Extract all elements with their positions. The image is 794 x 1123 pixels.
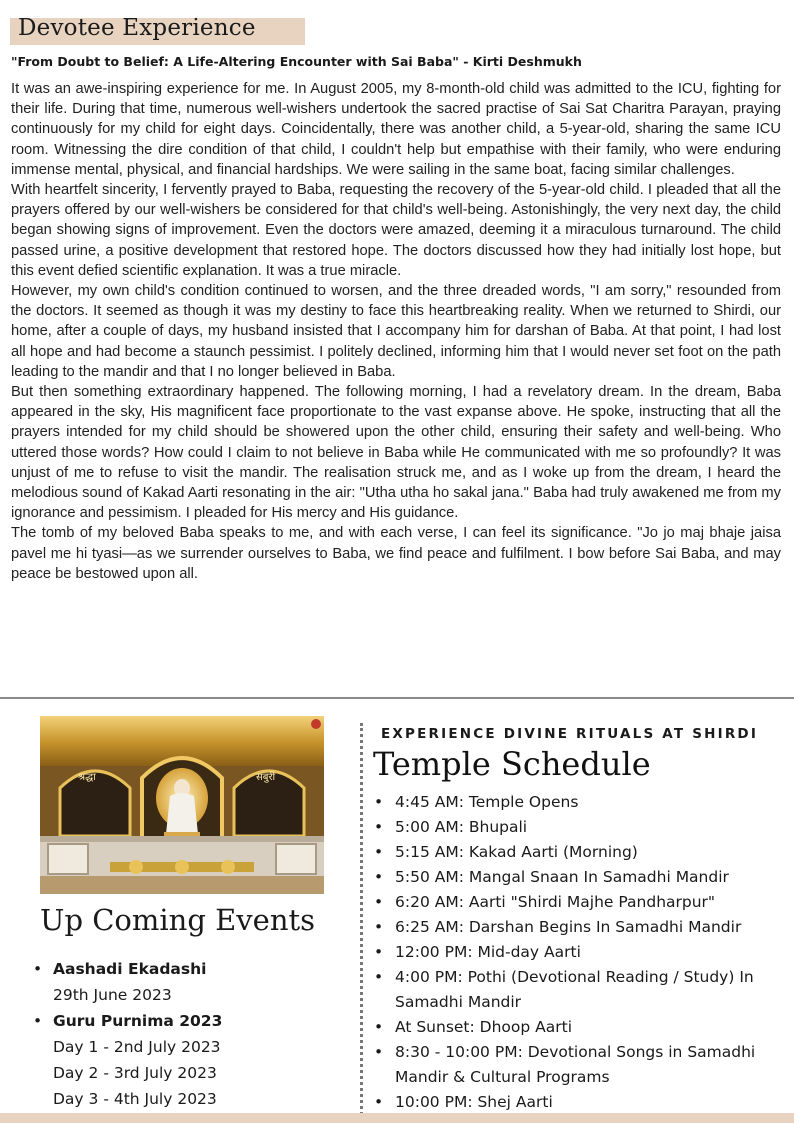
story-paragraph: But then something extraordinary happened. The following morning, I had a revelatory dream. In the dream, Baba appeared in the sky, His magnificent face proportionate to the vast expanse above. He spoke, instructing that all the prayers intended for my child should be showered upon the other child, ensuring their safety and well-being. Who uttered those words? How could I claim to not believe in Baba while He communicated with me so profoundly? It was unjust of me to refuse to visit the mandir. The realisation struck me, and as I woke up from the dream, I heard the melodious sound of Kakad Aarti resonating in the air: "Utha utha ho sakal jana." Baba had truly awakened me from my ignorance and pessimism. I pleaded for His mercy and His guidance.: [11, 384, 781, 522]
story-body: [11, 79, 781, 584]
bullet: •: [33, 960, 43, 978]
schedule-item-text: 4:00 PM: Pothi (Devotional Reading / Study) In Samadhi Mandir: [395, 968, 754, 1011]
event-date: Day 3 - 4th July 2023: [53, 1090, 217, 1108]
bullet: •: [374, 868, 384, 886]
shrine-photo: [40, 716, 324, 894]
story-subtitle: "From Doubt to Belief: A Life-Altering Encounter with Sai Baba" - Kirti Deshmukh: [11, 54, 582, 69]
schedule-item-text: 5:50 AM: Mangal Snaan In Samadhi Mandir: [395, 868, 729, 886]
schedule-item-text: 10:00 PM: Shej Aarti: [395, 1093, 553, 1111]
arch-right-label: सबुरी: [256, 772, 276, 783]
schedule-item-text: 12:00 PM: Mid-day Aarti: [395, 943, 581, 961]
schedule-item: [373, 865, 788, 890]
bullet: •: [374, 843, 384, 861]
schedule-item: [373, 815, 788, 840]
event-date: Day 2 - 3rd July 2023: [53, 1064, 217, 1082]
schedule-item: [373, 1015, 788, 1040]
event-item: [30, 1008, 320, 1112]
page-title: Devotee Experience: [18, 15, 256, 41]
bullet: •: [374, 1093, 384, 1111]
schedule-item: [373, 1090, 788, 1115]
schedule-item: [373, 890, 788, 915]
schedule-item: [373, 790, 788, 815]
schedule-item-text: 5:15 AM: Kakad Aarti (Morning): [395, 843, 638, 861]
events-list: [30, 956, 320, 1112]
events-heading: Up Coming Events: [40, 903, 316, 937]
story-paragraph: The tomb of my beloved Baba speaks to me, and with each verse, I can feel its significance. "Jo jo maj bhaje jaisa pavel me hi tyasi—as we surrender ourselves to Baba, we find peace and fulfilment. I bow before Sai Baba, and may peace be bestowed upon all.: [11, 525, 781, 582]
schedule-item: [373, 940, 788, 965]
story-paragraph: It was an awe-inspiring experience for me. In August 2005, my 8-month-old child was admitted to the ICU, fighting for their life. During that time, numerous well-wishers undertook the sacred practise of Sai Sat Charitra Parayan, praying continuously for my child for eight days. Coincidentally, there was another child, a 5-year-old, sharing the same ICU room. Witnessing the dire condition of that child, I couldn't help but empathise with their family, who were enduring immense mental, physical, and financial hardships. We were sailing in the same boat, facing similar challenges.: [11, 81, 781, 178]
story-paragraph: With heartfelt sincerity, I fervently prayed to Baba, requesting the recovery of the 5-year-old child. I pleaded that all the prayers offered by our well-wishers be considered for that child's well-being. Astonishingly, the very next day, the child began showing signs of improvement. Even the doctors were amazed, deeming it a miraculous turnaround. The child passed urine, a positive development that restored hope. The doctors discussed how they had initially lost hope, but this event defied scientific explanation. It was a true miracle.: [11, 182, 781, 279]
event-item: [30, 956, 320, 1008]
schedule-item-text: 6:20 AM: Aarti "Shirdi Majhe Pandharpur": [395, 893, 716, 911]
event-date: 29th June 2023: [53, 986, 172, 1004]
bullet: •: [374, 793, 384, 811]
schedule-item: [373, 1040, 788, 1090]
bullet: •: [374, 893, 384, 911]
schedule-heading: Temple Schedule: [373, 745, 651, 783]
bullet: •: [374, 918, 384, 936]
schedule-list: [373, 790, 788, 1115]
sai-baba-shrine-image: [40, 716, 324, 894]
schedule-item-text: 6:25 AM: Darshan Begins In Samadhi Mandir: [395, 918, 742, 936]
event-date: Day 1 - 2nd July 2023: [53, 1038, 221, 1056]
schedule-item-text: 8:30 - 10:00 PM: Devotional Songs in Samadhi Mandir & Cultural Programs: [395, 1043, 756, 1086]
schedule-item-text: 5:00 AM: Bhupali: [395, 818, 528, 836]
schedule-item-text: At Sunset: Dhoop Aarti: [395, 1018, 573, 1036]
event-name: Guru Purnima 2023: [53, 1012, 223, 1030]
bullet: •: [374, 943, 384, 961]
schedule-item: [373, 965, 788, 1015]
schedule-item-text: 4:45 AM: Temple Opens: [395, 793, 579, 811]
arch-left-label: श्रद्धा: [78, 772, 96, 783]
section-divider: [0, 697, 794, 699]
footer-band: [0, 1113, 794, 1123]
schedule-item: [373, 915, 788, 940]
schedule-item: [373, 840, 788, 865]
column-divider: [360, 723, 363, 1115]
bullet: •: [374, 818, 384, 836]
bullet: •: [374, 968, 384, 986]
bullet: •: [33, 1012, 43, 1030]
event-name: Aashadi Ekadashi: [53, 960, 207, 978]
story-paragraph: However, my own child's condition continued to worsen, and the three dreaded words, "I am sorry," resounded from the doctors. It seemed as though it was my destiny to face this heartbreaking reality. When we returned to Shirdi, our home, after a couple of days, my husband insisted that I accompany him for darshan of Baba. At that point, I had lost all hope and had become a staunch pessimist. I politely declined, informing him that I would never set foot on the path leading to the mandir and that I no longer believed in Baba.: [11, 283, 781, 380]
bullet: •: [374, 1018, 384, 1036]
schedule-kicker: EXPERIENCE DIVINE RITUALS AT SHIRDI: [381, 726, 759, 742]
bullet: •: [374, 1043, 384, 1061]
